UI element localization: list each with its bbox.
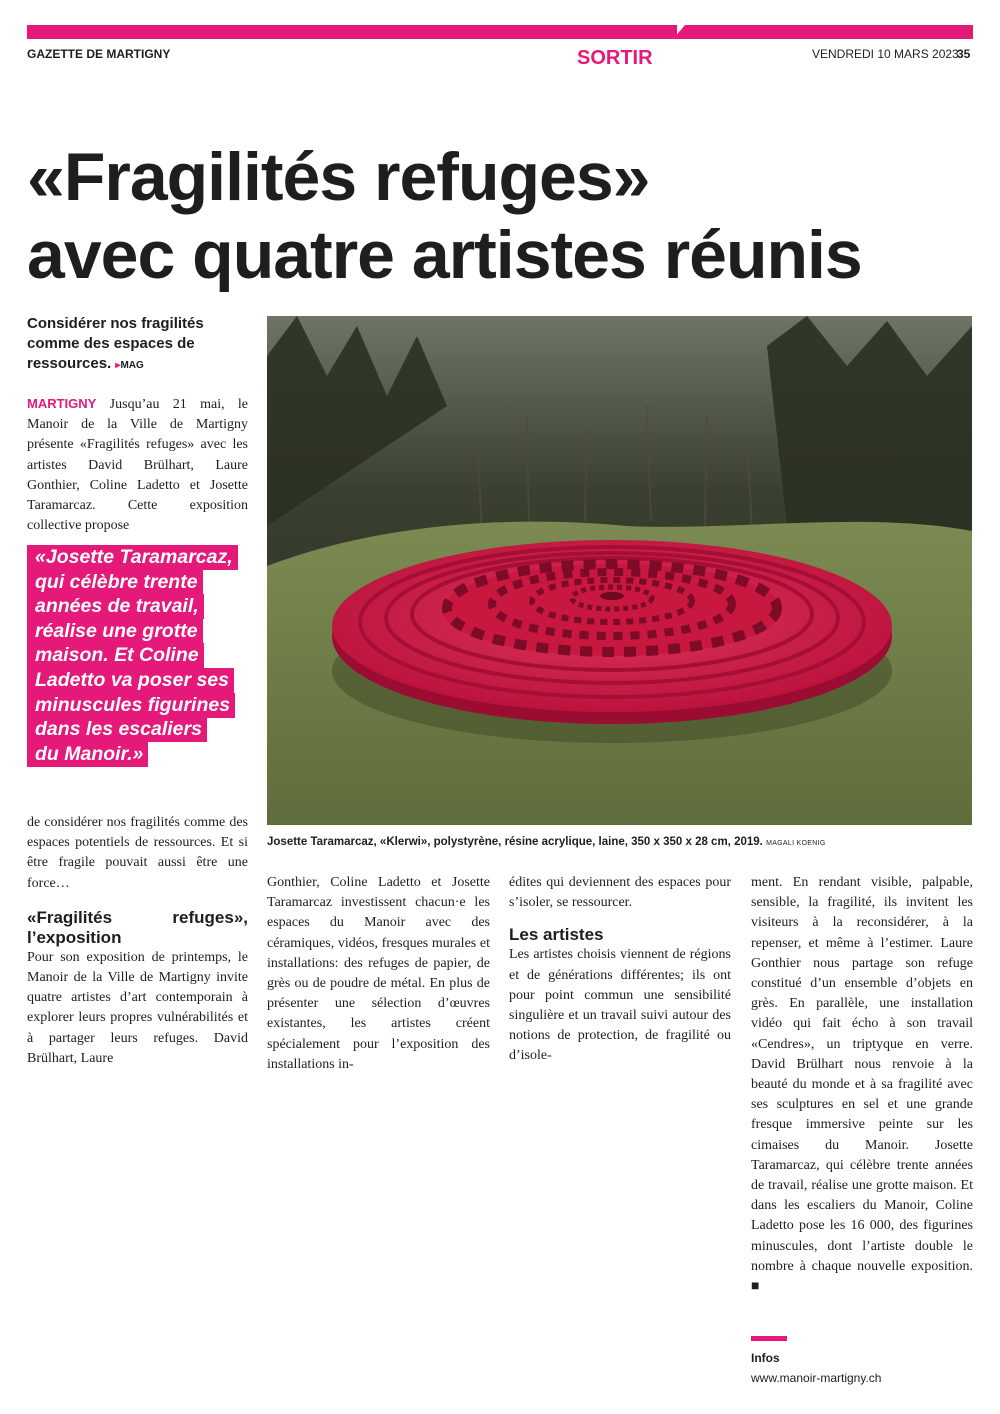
end-mark-icon: ■ [751,1279,760,1295]
quote-line: maison. Et Coline [27,643,204,668]
intro-text: Jusqu’au 21 mai, le Manoir de la Ville de Martigny présente «Fragilités refuges» avec les artistes David Brülhart, Laure Gonthier, Coline Ladetto et Josette Taramarcaz. Cette exposition collective propose [27,397,249,534]
exposition-text: Pour son exposition de printemps, le Manoir de la Ville de Martigny invite quatre artistes d’art contemporain à explorer leurs propres vulnérabilités et à partager leurs refuges. David Brülhart, Laure [27,949,248,1066]
lead-author: MAG [120,360,144,371]
photo-caption [267,836,972,848]
headline-line-2: avec quatre artistes réunis [27,217,862,293]
quote-line: années de travail, [27,594,204,619]
infos-url-link[interactable]: www.manoir-martigny.ch [751,1371,882,1385]
infos-accent-bar [751,1336,787,1341]
column-3 [509,873,731,1067]
column-1-bottom [27,813,248,1069]
column-2-text: Gonthier, Coline Ladetto et Josette Taramarcaz investissent chacun·e les espaces du Manoir avec des céramiques, vidéos, fresques murales et installations: des refuges de papier, de grès ou de poudre de métal. En plus de présenter une sélection d’œuvres existantes, les artistes créent spécialement pour l’exposition des installations in- [267,875,490,1072]
column-2 [267,873,490,1075]
quote-line: réalise une grotte [27,619,203,644]
page-number: 35 [957,47,971,61]
column-4-text: ment. En rendant visible, palpable, sensible, la fragilité, ils invitent les visiteurs à la reconsidérer, à la repenser, et même à l’estimer. Laure Gonthier nous partage son refuge constitué d’un ensemble d’objets en grès. En parallèle, une installation vidéo qui fait écho à son travail «Cendres», un triptyque en verre. David Brülhart nous renvoie à la beauté du monde et à sa fragilité avec ses sculptures en sel et une grande fresque immersive peinte sur les cimaises du Manoir. Josette Taramarcaz, qui célèbre trente années de travail, réalise une grotte maison. Et dans les escaliers du Manoir, Coline Ladetto pose les 16 000, des figurines minuscules, dont l’artiste double le nombre à chaque nouvelle exposition. [751,875,973,1274]
article-headline [27,138,977,294]
quote-line: Ladetto va poser ses [27,668,234,693]
quote-line: minuscules figurines [27,693,235,718]
dateline-kicker: MARTIGNY [27,396,97,411]
quote-line: du Manoir.» [27,742,148,767]
column-3-text-2: Les artistes choisis viennent de régions et de générations différentes; ils ont pour point commun une sensibilité singulière et un travail suivi autour des notions de protection, de fragilité ou d’isole- [509,947,731,1064]
subhead-exposition: «Fragilités refuges», l’exposition [27,907,248,947]
section-label: SORTIR [577,47,653,69]
column-1-top [27,394,248,536]
publication-name: GAZETTE DE MARTIGNY [27,47,171,61]
headline-line-1: «Fragilités refuges» [27,139,650,215]
article-lead [27,314,252,376]
pull-quote [27,545,257,766]
header-accent-bar-right [673,25,973,39]
quote-line: «Josette Taramarcaz, [27,545,238,570]
continued-text: de considérer nos fragilités comme des espaces potentiels de ressources. Et si être fragile pouvait aussi être une force… [27,815,248,891]
artwork-photo [267,316,972,825]
subhead-artistes: Les artistes [509,925,604,945]
header-accent-bar [27,25,677,39]
column-3-text-1: édites qui deviennent des espaces pour s’isoler, se ressourcer. [509,875,731,911]
photo-credit: MAGALI KOENIG [766,840,826,847]
caption-text: Josette Taramarcaz, «Klerwi», polystyrène, résine acrylique, laine, 350 x 350 x 28 cm, 2019. [267,836,763,848]
issue-date: VENDREDI 10 MARS 2023 [812,47,959,61]
arrow-icon: ▸ [115,360,121,371]
infos-label: Infos [751,1351,780,1365]
quote-line: dans les escaliers [27,717,207,742]
column-4 [751,873,973,1297]
quote-line: qui célèbre trente [27,570,203,595]
lead-text: Considérer nos fragilités comme des espaces de ressources. [27,315,204,372]
